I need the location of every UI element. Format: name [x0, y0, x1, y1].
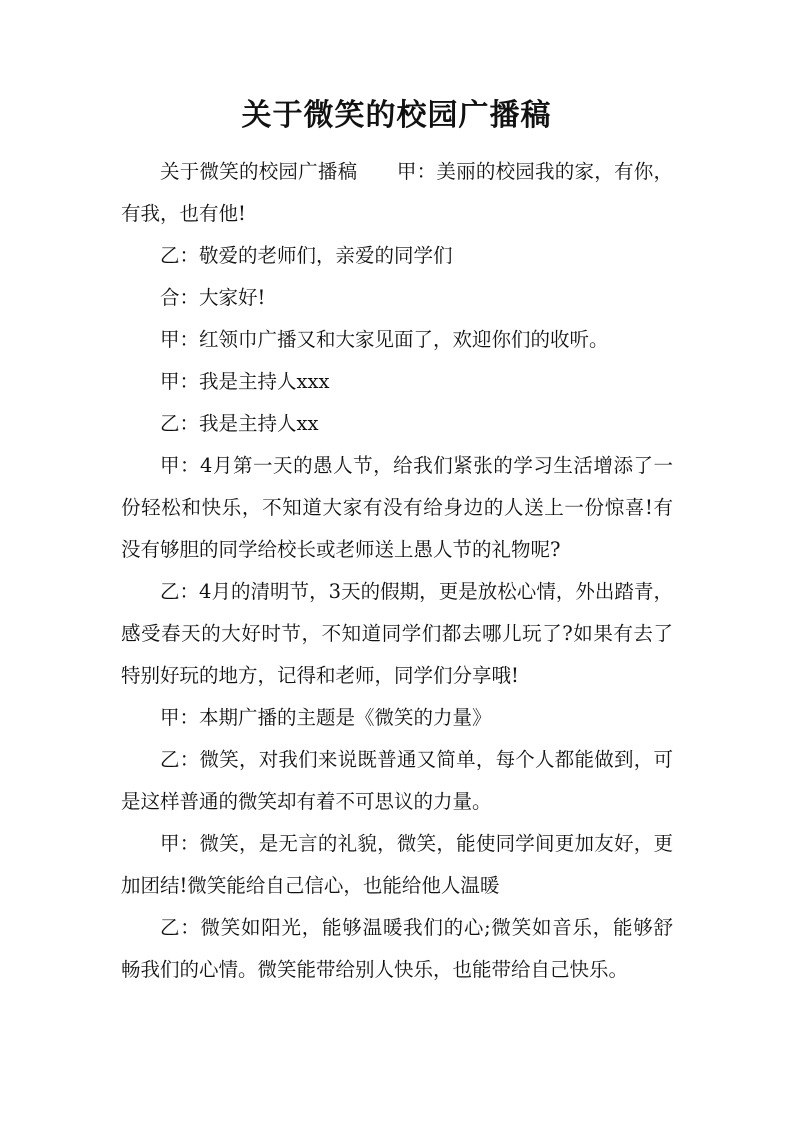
paragraph: 关于微笑的校园广播稿 甲：美丽的校园我的家，有你，有我，也有他!: [121, 160, 673, 225]
paragraph: 乙：我是主持人xx: [160, 412, 319, 435]
paragraph: 甲：微笑，是无言的礼貌，微笑，能使同学间更加友好，更加团结!微笑能给自己信心，也能给他人温暖: [121, 832, 673, 897]
paragraph: 合：大家好!: [160, 286, 266, 309]
paragraph: 乙：敬爱的老师们，亲爱的同学们: [160, 244, 453, 267]
paragraph: 甲：4月第一天的愚人节，给我们紧张的学习生活增添了一份轻松和快乐，不知道大家有没有给身边的人送上一份惊喜!有没有够胆的同学给校长或老师送上愚人节的礼物呢?: [121, 454, 673, 561]
paragraph: 甲：红领巾广播又和大家见面了，欢迎你们的收听。: [160, 328, 609, 351]
document-body: [121, 151, 673, 991]
paragraph: 乙：微笑如阳光，能够温暖我们的心;微笑如音乐，能够舒畅我们的心情。微笑能带给别人快乐，也能带给自己快乐。: [121, 916, 673, 981]
paragraph: 甲：我是主持人xxx: [160, 370, 330, 393]
paragraph: 甲：本期广播的主题是《微笑的力量》: [160, 706, 492, 729]
paragraph: 乙：4月的清明节，3天的假期，更是放松心情，外出踏青，感受春天的大好时节，不知道同学们都去哪儿玩了?如果有去了特别好玩的地方，记得和老师，同学们分享哦!: [121, 580, 673, 687]
paragraph: 乙：微笑，对我们来说既普通又简单，每个人都能做到，可是这样普通的微笑却有着不可思议的力量。: [121, 748, 673, 813]
document-title: 关于微笑的校园广播稿: [241, 98, 552, 133]
